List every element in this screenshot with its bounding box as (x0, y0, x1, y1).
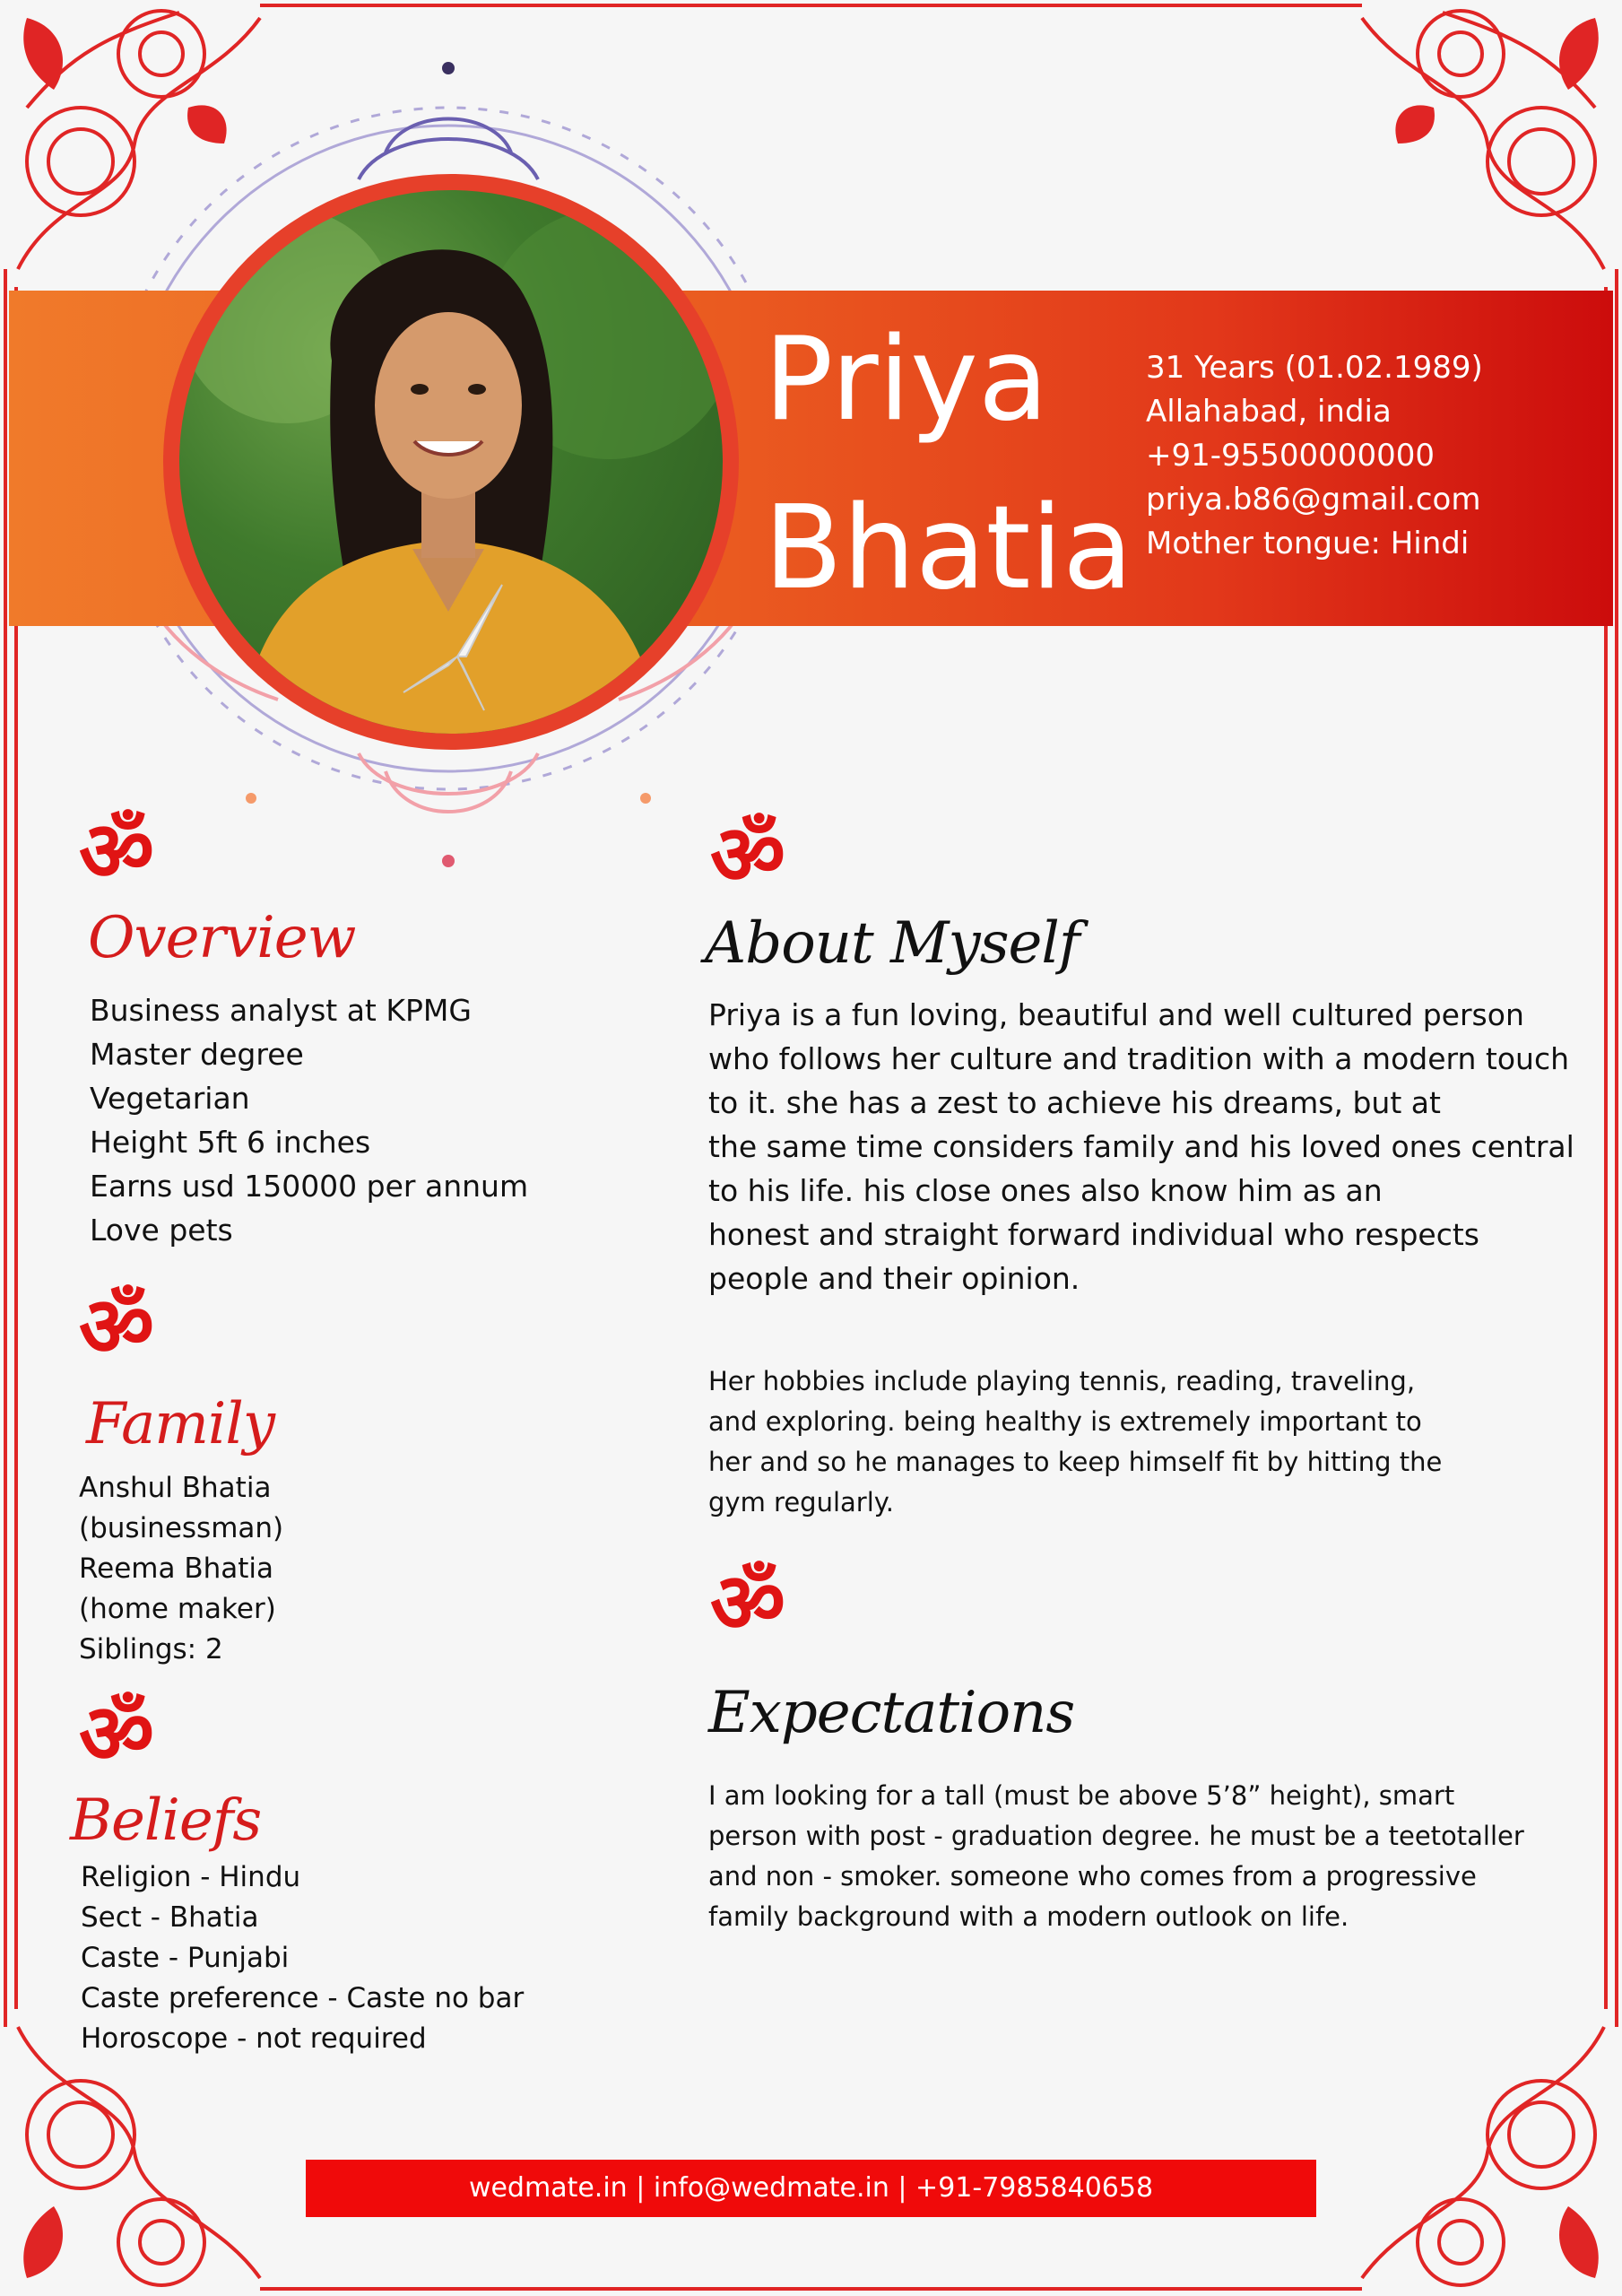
family-heading: Family (86, 1391, 274, 1457)
om-icon: ॐ (79, 1279, 154, 1375)
text-line: honest and straight forward individual who respects (708, 1217, 1479, 1252)
overview-list (90, 988, 528, 1252)
text-line: the same time considers family and his loved ones central (708, 1129, 1574, 1164)
expectations-paragraph (708, 1776, 1524, 1937)
text-line: her and so he manages to keep himself fit by hitting the (708, 1447, 1443, 1477)
text-line: person with post - graduation degree. he must be a teetotaller (708, 1821, 1524, 1851)
list-item: Height 5ft 6 inches (90, 1125, 371, 1160)
text-line: gym regularly. (708, 1487, 895, 1518)
list-item: Caste - Punjabi (81, 1942, 290, 1974)
text-line: to his life. his close ones also know him as an (708, 1173, 1383, 1208)
mother-tongue: Mother tongue: Hindi (1146, 526, 1470, 561)
text-line: Her hobbies include playing tennis, reading, traveling, (708, 1366, 1416, 1396)
text-line: and exploring. being healthy is extremely important to (708, 1406, 1422, 1437)
phone: +91-95500000000 (1146, 438, 1435, 474)
expectations-heading: Expectations (708, 1680, 1075, 1746)
list-item: Siblings: 2 (79, 1633, 223, 1665)
list-item: Love pets (90, 1213, 233, 1248)
text-line: people and their opinion. (708, 1261, 1080, 1296)
text-line: and non - smoker. someone who comes from a progressive (708, 1861, 1477, 1892)
last-name: Bhatia (764, 482, 1133, 615)
family-list (79, 1468, 283, 1670)
first-name: Priya (764, 313, 1049, 447)
text-line: I am looking for a tall (must be above 5’8” height), smart (708, 1780, 1455, 1811)
about-heading: About Myself (705, 910, 1080, 977)
list-item: Earns usd 150000 per annum (90, 1169, 529, 1204)
about-paragraph (708, 993, 1574, 1300)
list-item: (home maker) (79, 1593, 276, 1625)
text-line: who follows her culture and tradition with a modern touch (708, 1041, 1569, 1076)
contact-details (1146, 346, 1594, 566)
beliefs-list (81, 1857, 524, 2059)
overview-heading: Overview (88, 905, 356, 971)
list-item: Vegetarian (90, 1081, 250, 1116)
list-item: (businessman) (79, 1512, 284, 1544)
om-icon: ॐ (710, 807, 785, 903)
list-item: Caste preference - Caste no bar (81, 1982, 525, 2014)
list-item: Anshul Bhatia (79, 1472, 272, 1504)
age-dob: 31 Years (01.02.1989) (1146, 350, 1483, 386)
hobbies-paragraph (708, 1361, 1442, 1523)
profile-photo (179, 190, 723, 734)
profile-name (764, 296, 1141, 633)
text-line: Priya is a fun loving, beautiful and well cultured person (708, 997, 1524, 1032)
text-line: family background with a modern outlook on life. (708, 1901, 1349, 1932)
list-item: Reema Bhatia (79, 1552, 274, 1585)
list-item: Horoscope - not required (81, 2022, 427, 2055)
list-item: Master degree (90, 1037, 304, 1072)
beliefs-heading: Beliefs (70, 1787, 262, 1854)
om-icon: ॐ (79, 1686, 154, 1782)
email: priya.b86@gmail.com (1146, 482, 1481, 517)
location: Allahabad, india (1146, 394, 1392, 430)
footer-bar: wedmate.in | info@wedmate.in | +91-7985840658 (306, 2160, 1316, 2217)
list-item: Business analyst at KPMG (90, 993, 472, 1028)
list-item: Religion - Hindu (81, 1861, 301, 1893)
om-icon: ॐ (79, 804, 154, 900)
om-icon: ॐ (710, 1555, 785, 1651)
list-item: Sect - Bhatia (81, 1901, 259, 1934)
text-line: to it. she has a zest to achieve his dreams, but at (708, 1085, 1441, 1120)
